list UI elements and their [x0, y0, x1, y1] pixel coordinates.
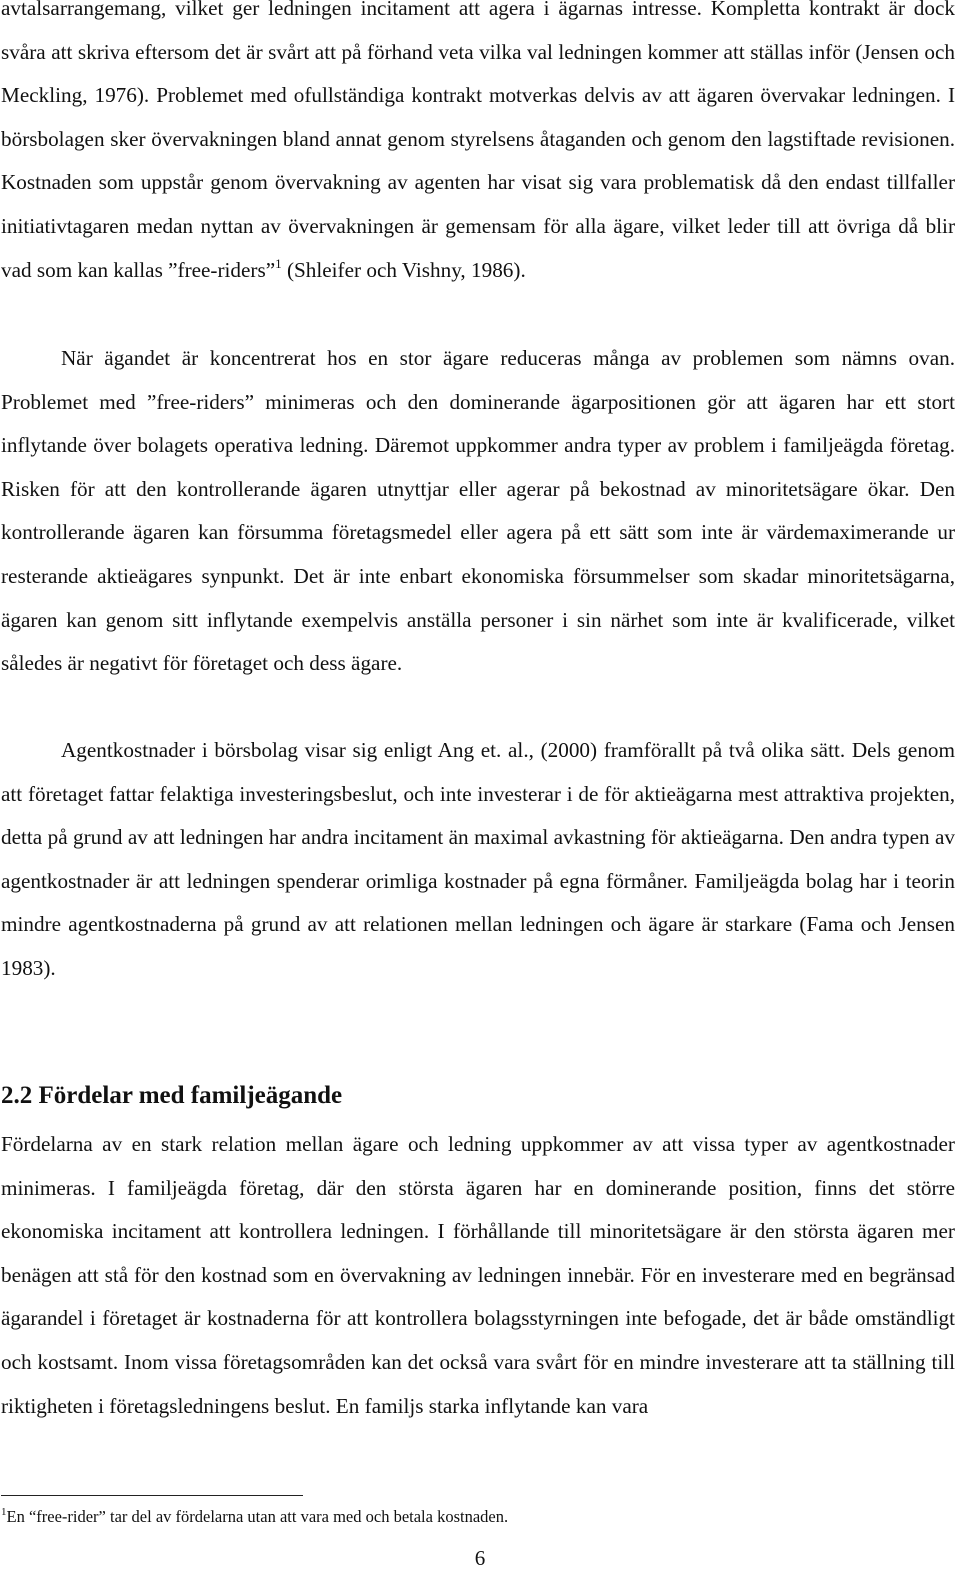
paragraph-text-tail: (Shleifer och Vishny, 1986).: [281, 257, 526, 282]
footnote-text: En “free-rider” tar del av fördelarna utan att vara med och betala kostnaden.: [6, 1507, 509, 1526]
paragraph-concentrated-ownership: När ägandet är koncentrerat hos en stor ägare reduceras många av problemen som nämns ovan. Problemet med ”free-riders” minimeras och den dominerande ägarpositionen gör att ägaren har ett stort inflytande över bolagets operativa ledning. Däremot uppkommer andra typer av problem i familjeägda företag. Risken för att den kontrollerande ägaren utnyttjar eller agerar på bekostnad av minoritetsägare ökar. Den kontrollerande ägaren kan försumma företagsmedel eller agera på ett sätt som inte är värdemaximerande ur resterande aktieägares synpunkt. Det är inte enbart ekonomiska försummelser som skadar minoritetsägarna, ägaren kan genom sitt inflytande exempelvis anställa personer i sin närhet som inte är kvalificerade, vilket således är negativt för företaget och dess ägare.: [1, 346, 955, 676]
footnote-divider: [1, 1495, 303, 1496]
section-heading: 2.2 Fördelar med familjeägande: [1, 1082, 343, 1109]
paragraph-agency-costs: Agentkostnader i börsbolag visar sig enligt Ang et. al., (2000) framförallt på två olika sätt. Dels genom att företaget fattar felaktiga investeringsbeslut, och inte investerar i de för aktieägarna mest attraktiva projekten, detta på grund av att ledningen har andra incitament än maximal avkastning för aktieägarna. Den andra typen av agentkostnader är att ledningen spenderar orimliga kostnader på egna förmåner. Familjeägda bolag har i teorin mindre agentkostnaderna på grund av att relationen mellan ledningen och ägare är starkare (Fama och Jensen 1983).: [1, 738, 955, 980]
footnote: [1, 1506, 508, 1528]
paragraph-family-ownership-benefits: Fördelarna av en stark relation mellan ägare och ledning uppkommer av att vissa typer av agentkostnader minimeras. I familjeägda företag, där den största ägaren har en dominerande position, finns det större ekonomiska incitament att kontrollera ledningen. I förhållande till minoritetsägare är den största ägaren mer benägen att stå för den kostnad som en övervakning av ledningen innebär. För en investerare med en begränsad ägarandel i företaget är kostnaderna för att kontrollera bolagsstyrningen inte befogade, det är både omständligt och kostsamt. Inom vissa företagsområden kan det också vara svårt för en mindre investerare att ta ställning till riktigheten i företagsledningens beslut. En familjs starka inflytande kan vara: [1, 1132, 955, 1418]
page-number: 6: [474, 1546, 486, 1570]
paragraph-agency-contracts: [1, 0, 955, 292]
footnote-reference: 1: [275, 255, 282, 271]
footnote-marker: 1: [1, 1506, 7, 1518]
paragraph-text: avtalsarrangemang, vilket ger ledningen incitament att agera i ägarnas intresse. Kompletta kontrakt är dock svåra att skriva eftersom det är svårt att på förhand veta vilka val ledningen kommer att ställas inför (Jensen och Meckling, 1976). Problemet med ofullständiga kontrakt motverkas delvis av att ägaren övervakar ledningen. I börsbolagen sker övervakningen bland annat genom styrelsens åtaganden och genom den lagstiftade revisionen. Kostnaden som uppstår genom övervakning av agenten har visat sig vara problematisk då den endast tillfaller initiativtagaren medan nyttan av övervakningen är gemensam för alla ägare, vilket leder till att övriga då blir vad som kan kallas ”free-riders”: [1, 0, 955, 282]
